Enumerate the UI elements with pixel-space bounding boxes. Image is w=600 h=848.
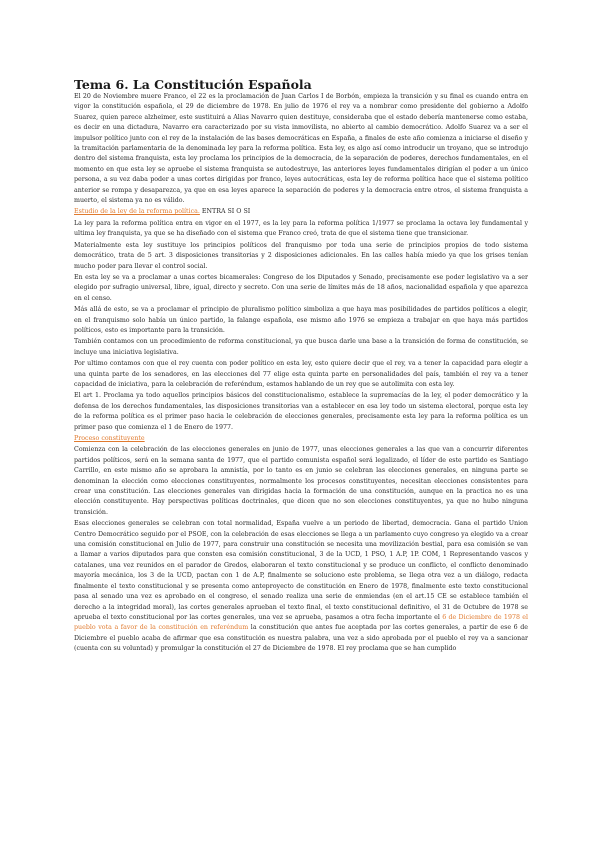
section-heading-line [74,434,528,444]
paragraph-comision-constitucional [74,519,528,654]
paragraph-materialmente: Materialmente esta ley sustituye los principios políticos del franquismo por toda una serie de principios propios de todo sistema democrático, trata de 5 art. 3 disposiciones transitorias y 2 disposiciones adicionales. En las calles había miedo ya que los grises tenían mucho poder para llevar el control social. [74,241,528,270]
paragraph-intro: El 20 de Noviembre muere Franco, el 22 es la proclamación de Juan Carlos I de Borbón, empieza la transición y su final es cuando entra en vigor la constitución española, el 29 de diciembre de 1978. En julio de 1976 el rey va a nombrar como presidente del gobierno a Adolfo Suarez, quien parece alzheimer, este sustituirá a Alias Navarro quien destituye, consideraba que el estado debería mantenerse como estaba, es decir en una dictadura, Navarro era caracterizado por su vista inmovilista, no abierto al cambio democrático. Adolfo Suarez va a ser el impulsor político junto con el rey de la instalación de las bases democráticas en España, a finales de este año comienza a iniciarse el diseño y la tramitación parlamentaria de la denominada ley para la reforma política. Esta ley, es algo así como introducir un troyano, que se introdujo dentro del sistema franquista, esta ley proclama los principios de la democracia, de la separación de poderes, derechos fundamentales, en el momento en que esta ley se apruebe el sistema franquista se autodestruye, las anteriores leyes fundamentales dirigían el poder a un único persona, a su vez daba poder a unas cortes dirigidas por franco, leyes autocráticas, esta ley de reforma política hace que el sistema político anterior se rompa y desaparezca, ya que en esa leyes aparece la separación de poderes y la democracia entre otros, el sistema franquista a muerto, el sistema ya no es válido. [74,93,528,205]
paragraph-elecciones-1977: Comienza con la celebración de las elecciones generales en junio de 1977, unas elecciones generales a las que van a concurrir diferentes partidos políticos, será en la semana santa de 1977, que el partido comunista español será legalizado, el líder de este partido es Santiago Carrillo, en este mismo año se aprobara la amnistía, por lo tanto es en junio se celebran las elecciones generales, en ninguna parte se denominan la elección como elecciones constituyentes, normalmente los procesos constituyentes, necesitan elecciones consistentes para crear una constitución. Las elecciones generales van dirigidas hacia la formación de una constitución, aunque en la practica no es una elección constituyente. Hay perspectivas políticas doctrinales, que dicen que no son elecciones constituyentes, ya que no hubo ninguna transición. [74,446,528,516]
section-heading-line [74,207,528,217]
paragraph-poder-rey: Por ultimo contamos con que el rey cuenta con poder político en esta ley, esto quiere decir que el rey, va a tener la capacidad para elegir a una quinta parte de los senadores, en las elecciones del 77 elige esta quinta parte en personalidades del país, también el rey va a tener capacidad de iniciativa, para la celebración de referéndum, estamos hablando de un rey que se autolimita con esta ley. [74,360,528,388]
link-estudio-ley-reforma[interactable]: Estudio de la ley de la reforma política. [74,208,200,216]
document-page [74,78,528,656]
paragraph-ley-entra-vigor: La ley para la reforma política entra en vigor en el 1977, es la ley para la reforma política 1/1977 se proclama la octava ley fundamental y ultima ley franquista, ya que se ha diseñado con el sistema que Franco creó, trata de que el sistema tiene que transicionar. [74,219,528,238]
document-title: Tema 6. La Constitución Española [74,77,312,92]
paragraph-cortes-bicamerales: En esta ley se va a proclamar a unas cortes bicamerales: Congreso de los Diputados y Senado, precisamente ese poder legislativo va a ser elegido por sufragio universal, libre, igual, directo y secreto. Con una serie de límites más de 18 años, nacionalidad española y que aparezca en el censo. [74,273,528,302]
heading-note: ENTRA SI O SI [199,208,251,216]
link-proceso-constituyente[interactable]: Proceso constituyente [74,435,145,442]
paragraph-text-a: Esas elecciones generales se celebran con total normalidad, España vuelve a un periodo de libertad, democracia. Gana el partido Union Centro Democrático seguido por el PSOE, con la celebración de esas elecciones se llega a un parlamento cuyo congreso ya elegido va a crear una comisión constitucional en Julio de 1977, para construir una constitución se necesita una movilización bestial, para esa comisión se van a llamar a varios diputados para que consten esa comisión constitucional, 3 de la UCD, 1 PSO, 1 A.P, 1P. COM, 1 Representando vascos y catalanes, una vez reunidos en el parador de Gredos, elaboraran el texto constitucional y se produce un conflicto, el conflicto denominado mayoría mecánica, los 3 de la UCD, pactan con 1 de A.P, finalmente se soluciono este problema, se llega otra vez a un diálogo, redacta finalmente el texto constitucional y se presenta como anteproyecto de constitución en Enero de 1978, finalmente este texto constitucional pasa al senado una vez es aprobado en el congreso, el senado realiza una serie de enmiendas (en el art.15 CE se establece también el derecho a la integridad moral), las cortes generales aprueban el texto final, el texto constitucional definitivo, el 31 de Octubre de 1978 se aprueba el texto constitucional por las cortes generales, una vez se aprueba, pasamos a otra fecha importante el [74,520,528,621]
highlight-referendum: 6 de Diciembre de 1978 el pueblo vota a favor de la constitución en referéndum [74,613,528,632]
paragraph-text-b: la constitución que antes fue aceptada por las cortes generales, a partir de ese 6 de Diciembre el pueblo acaba de afirmar que esa constitución es nuestra palabra, una vez a sido aprobada por el pueblo el rey va a sancionar (cuenta con su voluntad) y promulgar la constitución el 27 de Diciembre de 1978. El rey proclama que se han cumplido [74,624,528,653]
paragraph-art-1: El art 1. Proclama ya todo aquellos principios básicos del constitucionalismo, establece la supremacías de la ley, el poder democrático y la defensa de los derechos fundamentales, las disposiciones transitorias van a establecer en esa ley todo un sistema electoral, porque esta ley de la reforma política es el primer paso hacia le celebración de elecciones generales, precisamente esta ley para la reforma política es un primer paso que comienza el 1 de Enero de 1977. [74,392,528,431]
paragraph-pluralismo: Más allá de esto, se va a proclamar el principio de pluralismo político simboliza a que haya mas posibilidades de partidos políticos a elegir, en el franquismo solo había un único partido, la falange española, ese mismo año 1976 se empieza a trabajar en que haya más partidos políticos, esto es importante para la transición. [74,306,528,334]
paragraph-reforma-constitucional: También contamos con un procedimiento de reforma constitucional, ya que busca darle una base a la transición de forma de constitución, se incluye una iniciativa legislativa. [74,338,528,356]
